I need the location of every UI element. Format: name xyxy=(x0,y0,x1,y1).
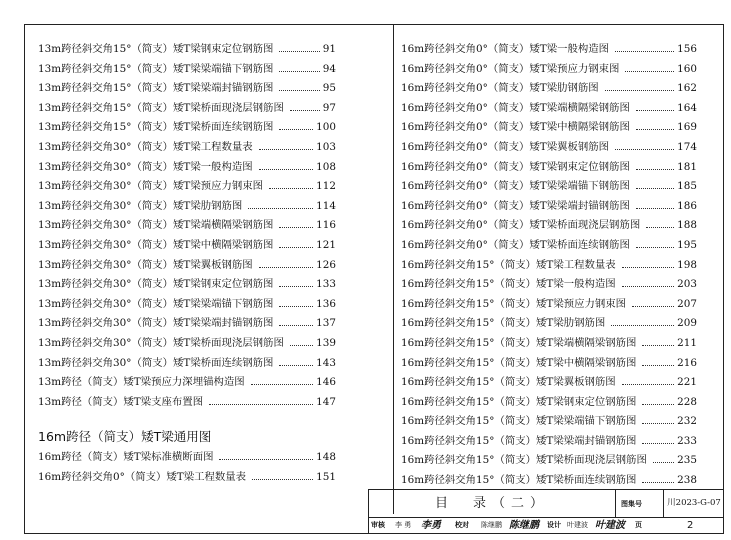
toc-entry xyxy=(401,393,697,413)
toc-entry-title: 13m跨径斜交角30°（简支）矮T梁梁端锚下钢筋图 xyxy=(38,297,274,310)
toc-entry-page: 203 xyxy=(677,278,697,291)
toc-list-16m-start xyxy=(38,448,336,487)
toc-entry-title: 13m跨径斜交角15°（简支）矮T梁桥面连续钢筋图 xyxy=(38,121,274,134)
toc-entry-page: 137 xyxy=(316,317,336,330)
toc-entry xyxy=(401,471,697,491)
leader-dots xyxy=(279,286,313,287)
leader-dots xyxy=(642,345,674,346)
toc-entry-page: 169 xyxy=(677,121,697,134)
toc-entry-page: 207 xyxy=(677,297,697,310)
leader-dots xyxy=(642,404,674,405)
toc-entry-page: 233 xyxy=(677,434,697,447)
toc-entry-title: 16m跨径斜交角15°（简支）矮T梁端横隔梁钢筋图 xyxy=(401,336,637,349)
toc-entry-title: 16m跨径斜交角15°（简支）矮T梁肋钢筋图 xyxy=(401,317,606,330)
toc-entry xyxy=(38,158,336,178)
toc-entry-title: 16m跨径斜交角15°（简支）矮T梁梁端封锚钢筋图 xyxy=(401,434,637,447)
toc-entry-title: 13m跨径斜交角30°（简支）矮T梁肋钢筋图 xyxy=(38,199,243,212)
toc-entry-title: 13m跨径斜交角30°（简支）矮T梁端横隔梁钢筋图 xyxy=(38,219,274,232)
toc-entry-page: 136 xyxy=(316,297,336,310)
toc-entry xyxy=(401,158,697,178)
toc-entry xyxy=(401,275,697,295)
toc-entry-page: 114 xyxy=(316,199,336,212)
toc-entry-page: 174 xyxy=(677,140,697,153)
toc-entry xyxy=(38,314,336,334)
toc-entry xyxy=(401,118,697,138)
toc-entry-title: 16m跨径斜交角0°（简支）矮T梁钢束定位钢筋图 xyxy=(401,160,630,173)
toc-entry-title: 13m跨径斜交角30°（简支）矮T梁桥面现浇层钢筋图 xyxy=(38,336,284,349)
toc-entry xyxy=(401,354,697,374)
leader-dots xyxy=(279,51,319,52)
toc-entry-title: 13m跨径斜交角30°（简支）矮T梁预应力钢束图 xyxy=(38,180,264,193)
toc-entry-page: 160 xyxy=(677,62,697,75)
leader-dots xyxy=(636,129,674,130)
toc-entry xyxy=(401,373,697,393)
leader-dots xyxy=(622,384,674,385)
toc-entry-page: 126 xyxy=(316,258,336,271)
toc-entry-title: 13m跨径斜交角30°（简支）矮T梁桥面连续钢筋图 xyxy=(38,356,274,369)
leader-dots xyxy=(622,267,674,268)
checker-name: 陈继鹏 xyxy=(481,521,502,529)
toc-list-13m xyxy=(38,40,336,412)
toc-entry xyxy=(401,256,697,276)
toc-entry-title: 16m跨径斜交角0°（简支）矮T梁中横隔梁钢筋图 xyxy=(401,121,630,134)
leader-dots xyxy=(632,306,674,307)
toc-entry-title: 16m跨径（简支）矮T梁标准横断面图 xyxy=(38,451,214,464)
toc-entry-page: 221 xyxy=(677,376,697,389)
leader-dots xyxy=(279,247,313,248)
toc-entry-page: 108 xyxy=(316,160,336,173)
toc-entry-title: 16m跨径斜交角15°（简支）矮T梁翼板钢筋图 xyxy=(401,376,616,389)
leader-dots xyxy=(615,51,674,52)
toc-entry-page: 216 xyxy=(677,356,697,369)
toc-entry-page: 139 xyxy=(316,336,336,349)
toc-entry xyxy=(401,236,697,256)
toc-entry-page: 162 xyxy=(677,82,697,95)
toc-entry xyxy=(401,432,697,452)
toc-entry xyxy=(401,79,697,99)
toc-entry-page: 232 xyxy=(677,415,697,428)
toc-entry-page: 146 xyxy=(316,376,336,389)
leader-dots xyxy=(209,404,313,405)
toc-entry-page: 103 xyxy=(316,140,336,153)
toc-entry-title: 16m跨径斜交角0°（简支）矮T梁梁端封锚钢筋图 xyxy=(401,199,630,212)
reviewer-name: 李 勇 xyxy=(395,521,412,529)
toc-entry-title: 13m跨径斜交角15°（简支）矮T梁钢束定位钢筋图 xyxy=(38,43,274,55)
leader-dots xyxy=(279,90,319,91)
toc-entry xyxy=(38,40,336,60)
page-label: 页 xyxy=(635,521,642,529)
toc-entry-page: 156 xyxy=(677,43,697,55)
design-label: 设计 xyxy=(547,521,561,529)
toc-entry-title: 13m跨径斜交角15°（简支）矮T梁梁端封锚钢筋图 xyxy=(38,82,274,95)
toc-entry-title: 13m跨径斜交角30°（简支）矮T梁工程数量表 xyxy=(38,140,253,153)
check-label: 校对 xyxy=(455,521,469,529)
leader-dots xyxy=(259,149,313,150)
leader-dots xyxy=(625,71,674,72)
toc-entry xyxy=(38,295,336,315)
toc-entry xyxy=(38,99,336,119)
toc-entry xyxy=(38,256,336,276)
toc-entry-page: 94 xyxy=(322,62,336,75)
atlas-number: 川2023-G-07 xyxy=(667,498,721,508)
toc-left-column xyxy=(38,40,336,487)
toc-entry-page: 228 xyxy=(677,395,697,408)
toc-entry-title: 16m跨径斜交角15°（简支）矮T梁中横隔梁钢筋图 xyxy=(401,356,637,369)
toc-entry-title: 16m跨径斜交角15°（简支）矮T梁桥面现浇层钢筋图 xyxy=(401,454,647,467)
leader-dots xyxy=(605,90,674,91)
leader-dots xyxy=(642,365,674,366)
leader-dots xyxy=(279,306,313,307)
designer-name: 叶建波 xyxy=(567,521,588,529)
toc-entry xyxy=(38,216,336,236)
leader-dots xyxy=(279,227,313,228)
toc-entry-title: 16m跨径斜交角0°（简支）矮T梁工程数量表 xyxy=(38,470,247,483)
leader-dots xyxy=(646,227,674,228)
toc-entry xyxy=(38,79,336,99)
toc-entry xyxy=(38,448,336,468)
leader-dots xyxy=(219,459,313,460)
toc-entry xyxy=(401,177,697,197)
leader-dots xyxy=(622,286,674,287)
leader-dots xyxy=(279,129,313,130)
toc-entry xyxy=(38,468,336,488)
toc-entry-page: 209 xyxy=(677,317,697,330)
toc-entry-title: 13m跨径斜交角30°（简支）矮T梁中横隔梁钢筋图 xyxy=(38,238,274,251)
leader-dots xyxy=(279,71,319,72)
toc-entry xyxy=(401,451,697,471)
toc-entry-title: 16m跨径斜交角0°（简支）矮T梁梁端锚下钢筋图 xyxy=(401,180,630,193)
toc-entry xyxy=(38,373,336,393)
page-title: 目 录（二） xyxy=(434,496,549,511)
toc-entry xyxy=(38,177,336,197)
toc-entry xyxy=(401,40,697,60)
toc-entry-page: 181 xyxy=(677,160,697,173)
toc-entry-title: 16m跨径斜交角15°（简支）矮T梁工程数量表 xyxy=(401,258,616,271)
leader-dots xyxy=(259,169,313,170)
toc-entry xyxy=(38,393,336,413)
toc-entry-title: 16m跨径斜交角0°（简支）矮T梁肋钢筋图 xyxy=(401,82,599,95)
toc-entry xyxy=(401,197,697,217)
toc-entry-title: 16m跨径斜交角15°（简支）矮T梁桥面连续钢筋图 xyxy=(401,474,637,487)
toc-entry-title: 16m跨径斜交角15°（简支）矮T梁一般构造图 xyxy=(401,278,616,291)
toc-entry-page: 147 xyxy=(316,395,336,408)
leader-dots xyxy=(611,325,674,326)
leader-dots xyxy=(642,482,674,483)
toc-entry-page: 91 xyxy=(322,43,336,55)
toc-entry-title: 13m跨径斜交角30°（简支）矮T梁一般构造图 xyxy=(38,160,253,173)
toc-entry xyxy=(38,334,336,354)
leader-dots xyxy=(642,423,674,424)
toc-entry-title: 13m跨径斜交角15°（简支）矮T梁梁端锚下钢筋图 xyxy=(38,62,274,75)
toc-entry xyxy=(38,197,336,217)
toc-entry-page: 143 xyxy=(316,356,336,369)
section-heading: 16m跨径（简支）矮T梁通用图 xyxy=(38,429,212,445)
title-block-row-signatures xyxy=(369,517,724,534)
toc-entry-title: 16m跨径斜交角15°（简支）矮T梁预应力钢束图 xyxy=(401,297,627,310)
leader-dots xyxy=(636,247,674,248)
reviewer-signature: 李勇 xyxy=(421,520,441,531)
leader-dots xyxy=(615,149,674,150)
toc-entry-page: 185 xyxy=(677,180,697,193)
toc-entry xyxy=(38,138,336,158)
leader-dots xyxy=(636,208,674,209)
toc-entry-page: 121 xyxy=(316,238,336,251)
leader-dots xyxy=(290,110,320,111)
toc-entry-title: 16m跨径斜交角0°（简支）矮T梁翼板钢筋图 xyxy=(401,140,610,153)
column-divider xyxy=(393,24,394,514)
toc-entry-page: 112 xyxy=(316,180,336,193)
leader-dots xyxy=(279,325,313,326)
toc-entry-title: 13m跨径斜交角30°（简支）矮T梁梁端封锚钢筋图 xyxy=(38,317,274,330)
toc-entry-page: 164 xyxy=(677,101,697,114)
toc-list-16m xyxy=(401,40,697,491)
review-label: 审核 xyxy=(371,521,385,529)
toc-entry xyxy=(38,118,336,138)
toc-entry xyxy=(401,295,697,315)
toc-entry-title: 13m跨径斜交角15°（简支）矮T梁桥面现浇层钢筋图 xyxy=(38,101,284,114)
toc-entry xyxy=(401,99,697,119)
toc-entry xyxy=(401,138,697,158)
toc-entry-page: 95 xyxy=(322,82,336,95)
leader-dots xyxy=(636,110,674,111)
toc-entry-title: 13m跨径斜交角30°（简支）矮T梁翼板钢筋图 xyxy=(38,258,253,271)
atlas-no-label: 图集号 xyxy=(621,500,642,508)
title-block-row-top xyxy=(369,490,724,518)
toc-entry xyxy=(401,216,697,236)
toc-entry xyxy=(38,60,336,80)
toc-entry-title: 16m跨径斜交角15°（简支）矮T梁梁端锚下钢筋图 xyxy=(401,415,637,428)
leader-dots xyxy=(636,188,674,189)
toc-entry xyxy=(401,60,697,80)
toc-entry-page: 235 xyxy=(677,454,697,467)
toc-entry-page: 151 xyxy=(316,470,336,483)
leader-dots xyxy=(642,443,674,444)
toc-entry-title: 16m跨径斜交角15°（简支）矮T梁钢束定位钢筋图 xyxy=(401,395,637,408)
toc-entry-page: 133 xyxy=(316,278,336,291)
toc-entry-page: 186 xyxy=(677,199,697,212)
toc-entry xyxy=(401,412,697,432)
toc-right-column xyxy=(401,40,697,491)
leader-dots xyxy=(279,365,313,366)
leader-dots xyxy=(252,479,313,480)
toc-entry-page: 100 xyxy=(316,121,336,134)
toc-entry-page: 116 xyxy=(316,219,336,232)
toc-entry-page: 195 xyxy=(677,238,697,251)
toc-entry-title: 16m跨径斜交角0°（简支）矮T梁桥面连续钢筋图 xyxy=(401,238,630,251)
toc-entry xyxy=(38,236,336,256)
page-number: 2 xyxy=(687,520,694,531)
designer-signature: 叶建波 xyxy=(595,520,625,531)
toc-entry xyxy=(38,275,336,295)
toc-entry-page: 148 xyxy=(316,451,336,464)
toc-entry-title: 16m跨径斜交角0°（简支）矮T梁桥面现浇层钢筋图 xyxy=(401,219,641,232)
leader-dots xyxy=(636,169,674,170)
toc-entry xyxy=(38,354,336,374)
toc-entry-title: 16m跨径斜交角0°（简支）矮T梁预应力钢束图 xyxy=(401,62,620,75)
toc-entry-page: 198 xyxy=(677,258,697,271)
checker-signature: 陈继鹏 xyxy=(509,520,539,531)
toc-entry-page: 238 xyxy=(677,474,697,487)
leader-dots xyxy=(251,384,314,385)
leader-dots xyxy=(269,188,313,189)
toc-entry-title: 13m跨径斜交角30°（简支）矮T梁钢束定位钢筋图 xyxy=(38,278,274,291)
toc-entry xyxy=(401,334,697,354)
leader-dots xyxy=(259,267,313,268)
toc-entry-title: 13m跨径（简支）矮T梁支座布置图 xyxy=(38,395,204,408)
toc-entry-title: 13m跨径（简支）矮T梁预应力深埋锚构造图 xyxy=(38,376,245,389)
leader-dots xyxy=(248,208,313,209)
toc-entry-page: 188 xyxy=(677,219,697,232)
toc-entry-title: 16m跨径斜交角0°（简支）矮T梁一般构造图 xyxy=(401,43,610,55)
title-block xyxy=(368,489,724,534)
toc-entry-title: 16m跨径斜交角0°（简支）矮T梁端横隔梁钢筋图 xyxy=(401,101,630,114)
leader-dots xyxy=(290,345,313,346)
toc-entry-page: 211 xyxy=(677,336,697,349)
toc-entry xyxy=(401,314,697,334)
leader-dots xyxy=(653,462,674,463)
toc-entry-page: 97 xyxy=(322,101,336,114)
